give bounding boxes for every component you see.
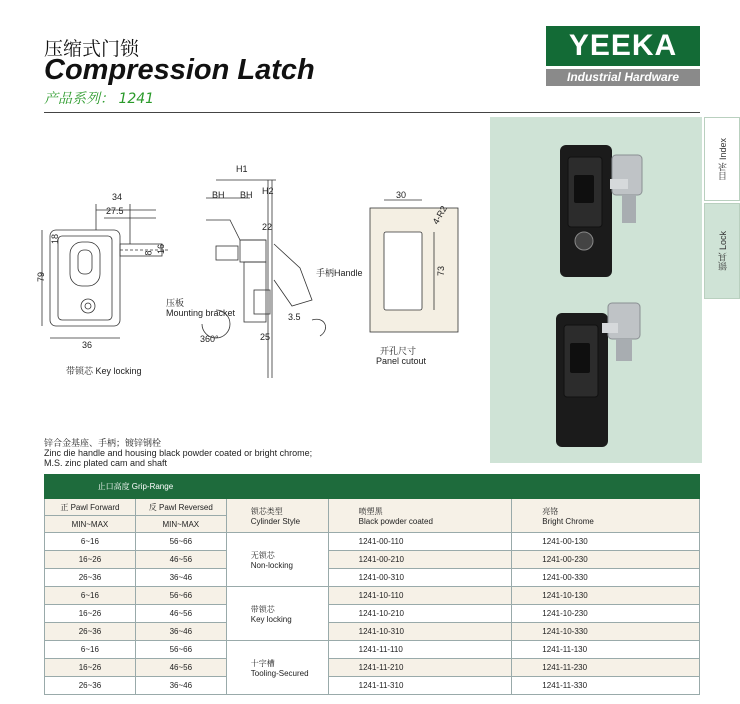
page-title: Compression Latch xyxy=(44,54,315,86)
table-row: 16~26 46~56 1241-11-210 1241-11-230 xyxy=(45,659,700,677)
header-divider xyxy=(44,112,700,113)
bracket-label-cn: 压板 xyxy=(166,298,185,308)
dim-73: 73 xyxy=(436,265,447,277)
tab-index[interactable]: 目录 Index xyxy=(704,117,740,201)
table-header-row xyxy=(45,475,700,499)
bracket-label-en: Mounting bracket xyxy=(166,308,236,318)
cylinder-style-header: 锁芯类型 Cylinder Style xyxy=(226,499,328,533)
bright-chrome-header: 亮铬 Bright Chrome xyxy=(512,499,700,533)
pawl-forward-header: 正 Pawl Forward xyxy=(45,499,136,516)
grip-range-header: 止口高度 Grip-Range xyxy=(45,475,227,499)
table-row: 16~26 46~56 1241-00-210 1241-00-230 xyxy=(45,551,700,569)
dim-18: 18 xyxy=(50,233,61,245)
pawl-reversed-header: 反 Pawl Reversed xyxy=(135,499,226,516)
product-photo-panel xyxy=(490,117,702,463)
dim-79: 79 xyxy=(36,271,47,283)
product-series: 产品系列： 1241 xyxy=(44,91,155,107)
dim-25: 25 xyxy=(260,332,271,342)
min-max-reversed: MIN~MAX xyxy=(135,516,226,533)
dim-16: 16 xyxy=(156,243,167,255)
dim-30: 30 xyxy=(396,190,407,200)
dim-h2: H2 xyxy=(262,186,274,196)
front-view-caption: 带锁芯 Key locking xyxy=(66,366,142,376)
dim-36: 36 xyxy=(82,340,93,350)
drawing-lines xyxy=(30,150,490,380)
dim-22: 22 xyxy=(262,222,273,232)
dim-bh-2: BH xyxy=(240,190,253,200)
table-row: 6~16 56~66 十字槽 Tooling-Secured 1241-11-110 1241-11-130 xyxy=(45,641,700,659)
table-row: 26~36 36~46 1241-00-310 1241-00-330 xyxy=(45,569,700,587)
dim-bh-1: BH xyxy=(212,190,225,200)
technical-drawing xyxy=(30,150,490,380)
title-chinese: 压缩式门锁 xyxy=(44,38,140,60)
dim-8: 8 xyxy=(143,250,154,256)
cutout-caption-en: Panel cutout xyxy=(376,356,427,366)
cutout-caption-cn: 开孔尺寸 xyxy=(380,346,417,356)
dim-3-5: 3.5 xyxy=(288,312,301,322)
dim-4-r2: 4-R2 xyxy=(430,204,449,226)
handle-label: 手柄Handle xyxy=(316,268,363,278)
spec-table xyxy=(44,474,700,695)
black-coated-header: 喷塑黑 Black powder coated xyxy=(328,499,512,533)
rotation-label: 360° xyxy=(200,334,219,344)
table-row: 6~16 56~66 带锁芯 Key locking 1241-10-110 1241-10-130 xyxy=(45,587,700,605)
side-navigation xyxy=(704,117,740,297)
dim-27-5: 27.5 xyxy=(106,206,124,216)
table-row: 16~26 46~56 1241-10-210 1241-10-230 xyxy=(45,605,700,623)
latch-photo-top xyxy=(560,145,642,277)
brand-logo: YEEKA xyxy=(546,26,700,66)
material-description-cn: 锌合金基座、手柄；镀锌钢栓 xyxy=(44,438,162,448)
table-row: 26~36 36~46 1241-11-310 1241-11-330 xyxy=(45,677,700,695)
dim-34: 34 xyxy=(112,192,123,202)
material-description-en-2: M.S. zinc plated cam and shaft xyxy=(44,458,168,468)
group-tooling-secured: 十字槽 Tooling-Secured xyxy=(226,641,328,695)
tab-lock[interactable]: 锁具 Lock xyxy=(704,203,740,299)
table-row: 6~16 56~66 无锁芯 Non-locking 1241-00-110 1241-00-130 xyxy=(45,533,700,551)
brand-tagline: Industrial Hardware xyxy=(546,69,700,86)
material-description-en-1: Zinc die handle and housing black powder coated or bright chrome; xyxy=(44,448,313,458)
group-non-locking: 无锁芯 Non-locking xyxy=(226,533,328,587)
min-max-forward: MIN~MAX xyxy=(45,516,136,533)
group-key-locking: 带锁芯 Key locking xyxy=(226,587,328,641)
table-subheader-row xyxy=(45,499,700,516)
dim-h1: H1 xyxy=(236,164,248,174)
table-row: 26~36 36~46 1241-10-310 1241-10-330 xyxy=(45,623,700,641)
product-photo xyxy=(490,117,702,463)
latch-photo-bottom xyxy=(556,303,640,447)
